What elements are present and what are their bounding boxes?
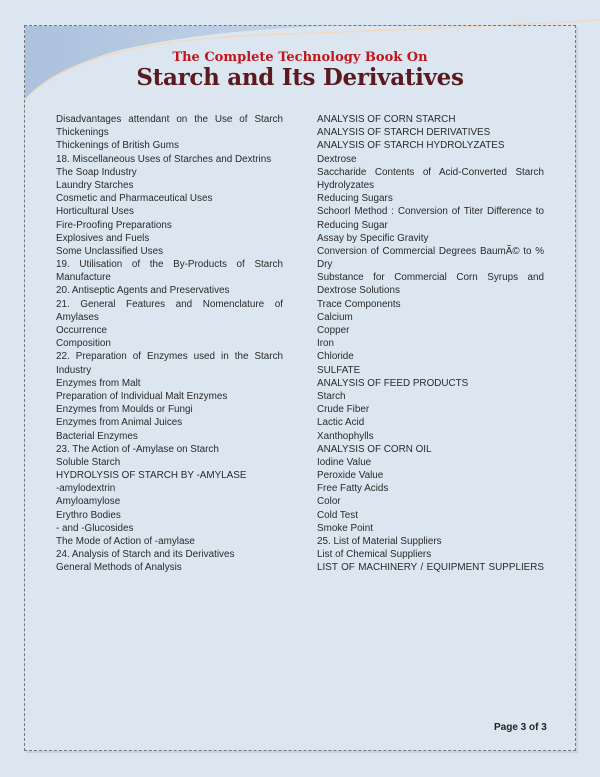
contents-entry: Dextrose Solutions — [317, 285, 400, 297]
contents-entry: Some Unclassified Uses — [56, 245, 164, 257]
contents-entry: Amylases — [56, 311, 99, 323]
contents-entry: Calcium — [317, 311, 353, 323]
contents-entry: ANALYSIS OF CORN OIL — [317, 443, 432, 455]
book-subtitle: The Complete Technology Book On — [172, 50, 428, 65]
contents-entry: ANALYSIS OF STARCH HYDROLYZATES — [317, 140, 505, 152]
contents-entry: 25. List of Material Suppliers — [317, 536, 442, 547]
contents-entry: Industry — [56, 364, 92, 376]
book-title: Starch and Its Derivatives — [136, 64, 464, 91]
contents-entry: Assay by Specific Gravity — [317, 232, 429, 244]
contents-entry: Explosives and Fuels — [56, 232, 150, 244]
contents-entry: Amyloamylose — [56, 496, 121, 508]
contents-entry: Color — [317, 496, 341, 508]
contents-entry: 20. Antiseptic Agents and Preservatives — [56, 285, 230, 297]
contents-entry: 21. General Features and Nomenclature of — [56, 298, 283, 310]
contents-right-column — [317, 113, 544, 575]
contents-entry: Preparation of Individual Malt Enzymes — [56, 390, 228, 402]
contents-entry: The Soap Industry — [56, 166, 137, 178]
contents-entry: 22. Preparation of Enzymes used in the Starch — [56, 351, 283, 363]
page-number: Page 3 of 3 — [494, 722, 547, 733]
contents-entry: Fire-Proofing Preparations — [56, 219, 172, 231]
contents-entry: Dry — [317, 259, 333, 271]
contents-left-column — [56, 113, 283, 575]
contents-entry: - and -Glucosides — [56, 522, 134, 534]
contents-entry: Iodine Value — [317, 456, 372, 468]
contents-entry: Conversion of Commercial Degrees BaumÃ© to % — [317, 245, 544, 257]
contents-entry: Smoke Point — [317, 522, 373, 534]
contents-entry: 19. Utilisation of the By-Products of Starch — [56, 259, 283, 271]
contents-entry: SULFATE — [317, 364, 361, 376]
contents-entry: Thickenings of British Gums — [56, 140, 179, 152]
contents-entry: HYDROLYSIS OF STARCH BY -AMYLASE — [56, 470, 247, 482]
contents-entry: Horticultural Uses — [56, 206, 134, 218]
contents-entry: List of Chemical Suppliers — [317, 549, 432, 561]
contents-entry: Lactic Acid — [317, 417, 365, 429]
contents-entry: ANALYSIS OF FEED PRODUCTS — [317, 377, 469, 389]
contents-entry: Composition — [56, 338, 111, 350]
contents-entry: 23. The Action of -Amylase on Starch — [56, 443, 219, 455]
contents-entry: Occurrence — [56, 325, 108, 336]
contents-entry: Copper — [317, 325, 350, 336]
contents-entry: Laundry Starches — [56, 179, 134, 191]
contents-entry: Peroxide Value — [317, 470, 384, 482]
contents-entry: ANALYSIS OF STARCH DERIVATIVES — [317, 127, 491, 139]
contents-entry: The Mode of Action of -amylase — [56, 536, 195, 547]
contents-entry: Substance for Commercial Corn Syrups and — [317, 272, 544, 284]
contents-entry: -amylodextrin — [56, 483, 116, 495]
contents-entry: Saccharide Contents of Acid-Converted Starch — [317, 166, 544, 178]
contents-entry: Cold Test — [317, 509, 358, 521]
contents-entry: Enzymes from Moulds or Fungi — [56, 404, 193, 416]
contents-entry: Free Fatty Acids — [317, 483, 389, 495]
contents-entry: Iron — [317, 338, 335, 350]
contents-entry: 24. Analysis of Starch and its Derivatives — [56, 549, 235, 561]
contents-entry: Enzymes from Animal Juices — [56, 417, 183, 429]
contents-entry: LIST OF MACHINERY / EQUIPMENT SUPPLIERS — [317, 562, 544, 574]
contents-entry: Chloride — [317, 351, 354, 363]
contents-entry: Cosmetic and Pharmaceutical Uses — [56, 193, 213, 205]
contents-entry: Xanthophylls — [317, 430, 374, 442]
contents-entry: Reducing Sugar — [317, 219, 388, 231]
contents-entry: Trace Components — [317, 298, 401, 310]
contents-entry: Reducing Sugars — [317, 193, 393, 205]
contents-entry: Hydrolyzates — [317, 179, 375, 191]
contents-entry: Dextrose — [317, 153, 357, 165]
contents-entry: Manufacture — [56, 272, 111, 284]
contents-entry: Soluble Starch — [56, 456, 121, 468]
contents-entry: 18. Miscellaneous Uses of Starches and Dextrins — [56, 153, 272, 165]
contents-entry: Thickenings — [56, 127, 109, 139]
contents-entry: Crude Fiber — [317, 404, 370, 416]
contents-entry: Schoorl Method : Conversion of Titer Difference to — [317, 206, 544, 218]
contents-entry: Erythro Bodies — [56, 509, 121, 521]
contents-entry: Disadvantages attendant on the Use of Starch — [56, 114, 283, 125]
contents-entry: ANALYSIS OF CORN STARCH — [317, 114, 456, 125]
contents-entry: Enzymes from Malt — [56, 377, 141, 389]
contents-entry: Starch — [317, 390, 346, 402]
contents-entry: Bacterial Enzymes — [56, 430, 138, 442]
contents-entry: General Methods of Analysis — [56, 562, 182, 574]
